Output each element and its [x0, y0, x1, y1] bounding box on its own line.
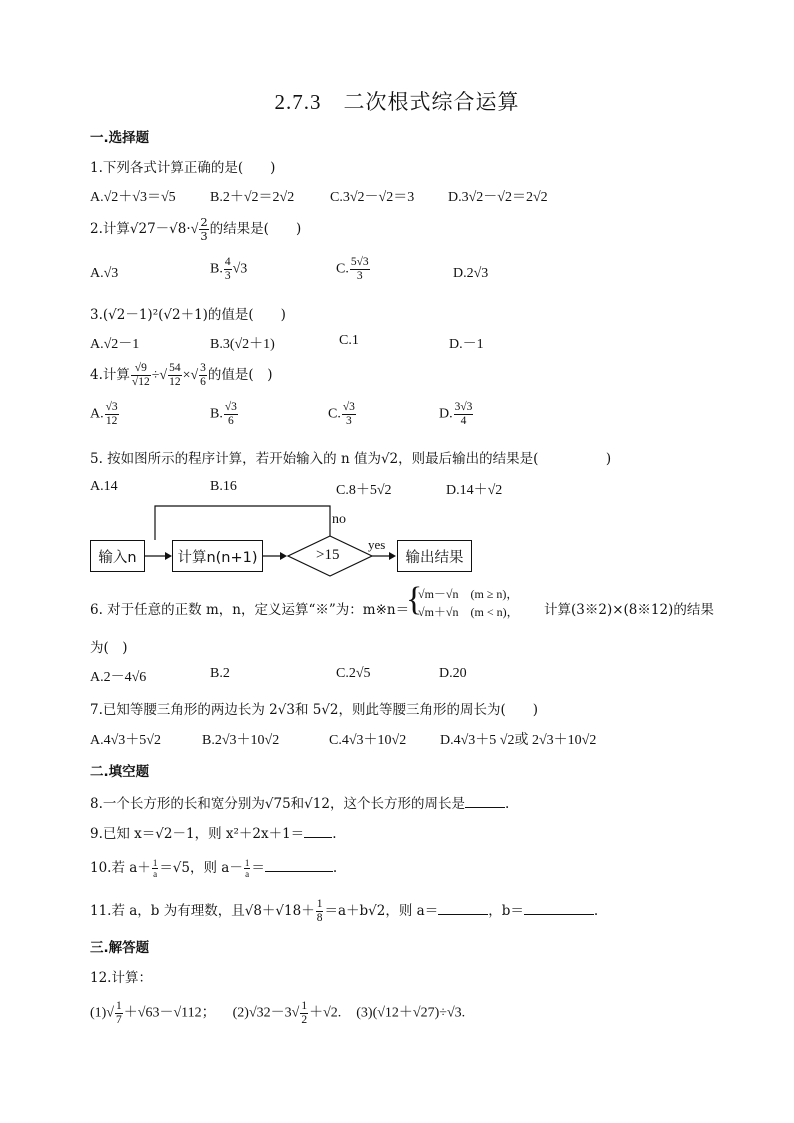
- section-heading-fill: 二.填空题: [90, 764, 150, 780]
- flowchart-input-box: [90, 540, 145, 572]
- question-3-option-b: B.3(√2＋1): [210, 337, 275, 352]
- fraction-numerator: 1: [152, 858, 158, 868]
- fraction-numerator: √9: [131, 362, 151, 376]
- answer-blank-a[interactable]: [438, 912, 488, 915]
- question-2-stem: 2.计算√27－√8·√ $\frac{2}{3}$ 的结果是( ): [90, 215, 302, 243]
- question-5-option-a: A.14: [90, 479, 118, 494]
- piecewise-case-2: √m＋√n (m < n)，: [418, 605, 519, 619]
- fraction-numerator: 3√3: [454, 401, 473, 413]
- question-6-stem-text: 6. 对于任意的正数 m，n，定义运算“※”为：m※n＝: [90, 602, 410, 618]
- question-7-option-c: C.4√3＋10√2: [329, 733, 407, 748]
- fraction-denominator: 7: [116, 1014, 122, 1026]
- question-10-fraction-1: [152, 858, 159, 879]
- fraction-numerator: 4: [224, 256, 231, 268]
- question-9-stem: [90, 822, 336, 842]
- flowchart-condition-label: >15: [316, 547, 340, 563]
- fraction-denominator: 3: [224, 270, 231, 282]
- fraction-denominator: a: [153, 869, 158, 879]
- question-9-text: 9.已知 x＝√2－1，则 x²＋2x＋1＝: [90, 826, 305, 842]
- question-6-stem-line2: 为( ): [90, 640, 128, 656]
- question-2-stem-text: 2.计算√27－√8·: [90, 221, 191, 237]
- answer-blank-b[interactable]: [524, 912, 594, 915]
- flowchart-arrowhead-2: [280, 552, 287, 560]
- left-brace-icon: {: [406, 581, 423, 618]
- flowchart-arrowhead-3: [389, 552, 396, 560]
- answer-blank[interactable]: [465, 805, 505, 808]
- fraction-denominator: 12: [169, 376, 181, 388]
- section-heading-choice: 一.选择题: [90, 130, 150, 146]
- fraction-denominator: 3: [346, 415, 352, 427]
- question-12-parts: (1)√ $\frac{1}{7}$ ＋√63－√112； (2)√32－3√ $\frac{1}{2}$ ＋√2. (3)(√12＋√27)÷√3.: [90, 1000, 466, 1026]
- question-3-option-c: C.1: [339, 333, 359, 348]
- part-1-fraction: [115, 1000, 123, 1027]
- question-11-mid2: ，b＝: [488, 903, 524, 919]
- question-10-end: .: [332, 860, 338, 876]
- flowchart-loop-line: [155, 506, 330, 540]
- question-4-stem: 4.计算 $\frac{√9}{√12}$ ÷√ $\frac{54}{12}$ ×√ $\frac{3}{6}$ 的值是( ): [90, 362, 273, 388]
- option-fraction: [224, 401, 238, 428]
- question-10-fraction-2: [244, 858, 251, 879]
- flowchart-yes-label: yes: [368, 537, 386, 552]
- question-4-fraction-1: [131, 362, 151, 389]
- question-4-option-b: [210, 401, 239, 428]
- question-10-mid: ＝√5，则 a－: [159, 860, 243, 876]
- option-label: C.: [336, 261, 349, 277]
- answer-blank[interactable]: [304, 835, 332, 838]
- fraction-denominator: 3: [356, 270, 363, 282]
- fraction-denominator: 8: [316, 912, 323, 924]
- question-10-equals: ＝: [251, 860, 265, 876]
- question-1-option-a: A.√2＋√3＝√5: [90, 190, 176, 205]
- question-11-text: 11.若 a，b 为有理数，且√8＋√18＋: [90, 903, 315, 919]
- question-4-stem-end: 的值是( ): [207, 367, 273, 383]
- option-fraction: [342, 401, 356, 428]
- option-label: B.: [210, 406, 223, 422]
- fraction-numerator: 1: [316, 898, 323, 910]
- fraction-numerator: 54: [169, 362, 181, 374]
- question-2-option-a: A.√3: [90, 266, 119, 281]
- question-8-stem: [90, 792, 509, 812]
- fraction-numerator: 1: [301, 1000, 308, 1012]
- part-3: (3)(√12＋√27)÷√3.: [356, 1005, 466, 1021]
- question-7-stem: 7.已知等腰三角形的两边长为 2√3和 5√2，则此等腰三角形的周长为( ): [90, 702, 539, 718]
- flowchart-output-label: 输出结果: [405, 549, 464, 566]
- part-2-tail: ＋√2.: [309, 1005, 342, 1021]
- question-6-option-d: D.20: [439, 666, 467, 681]
- question-6-stem: [90, 598, 409, 618]
- question-11-fraction: [316, 898, 324, 925]
- fraction-denominator: 6: [228, 415, 234, 427]
- fraction-denominator: 4: [460, 415, 467, 427]
- question-2-option-b: [210, 256, 247, 283]
- question-12-stem: 12.计算：: [90, 970, 152, 986]
- fraction-denominator: 2: [301, 1014, 308, 1026]
- question-5-stem: 5. 按如图所示的程序计算，若开始输入的 n 值为√2，则最后输出的结果是( ): [90, 451, 612, 467]
- question-2-option-c: [336, 256, 371, 283]
- question-5-option-c: C.8＋5√2: [336, 483, 392, 498]
- fraction-denominator: 3: [200, 229, 208, 243]
- question-2-option-d: D.2√3: [453, 266, 489, 281]
- question-4-fraction-2: [168, 362, 182, 389]
- question-1-option-d: D.3√2－√2＝2√2: [448, 190, 548, 205]
- question-3-option-a: A.√2－1: [90, 337, 140, 352]
- fraction-numerator: 5√3: [350, 256, 369, 268]
- question-3-stem: 3.(√2－1)²(√2＋1)的值是( ): [90, 307, 286, 323]
- section-heading-solve: 三.解答题: [90, 940, 150, 956]
- flowchart-compute-label: 计算n(n+1): [177, 549, 258, 566]
- question-11-mid: ＝a＋b√2，则 a＝: [324, 903, 439, 919]
- question-8-text: 8.一个长方形的长和宽分别为√75和√12，这个长方形的周长是: [90, 796, 465, 812]
- fraction-denominator: 6: [200, 376, 206, 388]
- question-7-option-d: D.4√3＋5 √2或 2√3＋10√2: [440, 733, 597, 748]
- question-10-text: 10.若 a＋: [90, 860, 151, 876]
- part-2-label: (2)√32－3: [232, 1005, 292, 1021]
- page-title: 2.7.3 二次根式综合运算: [274, 90, 520, 114]
- option-label: A.: [90, 406, 104, 422]
- fraction-denominator: √12: [131, 376, 150, 388]
- fraction-numerator: √3: [342, 401, 355, 413]
- question-8-end: .: [504, 796, 510, 812]
- fraction-numerator: 2: [200, 215, 208, 229]
- question-4-option-c: [328, 401, 357, 428]
- question-6-option-b: B.2: [210, 666, 230, 681]
- flowchart-arrowhead-1: [165, 552, 172, 560]
- fraction-numerator: √3: [224, 401, 237, 413]
- part-1-label: (1): [90, 1005, 107, 1021]
- question-6-option-a: A.2－4√6: [90, 670, 147, 685]
- question-4-fraction-3: [199, 362, 207, 389]
- question-4-option-d: [439, 401, 474, 428]
- option-fraction: [224, 256, 232, 283]
- question-2-stem-fraction: [199, 216, 208, 243]
- question-4-option-a: [90, 401, 120, 428]
- fraction-numerator: √3: [105, 401, 118, 413]
- question-6-stem-tail: 计算(3※2)×(8※12)的结果: [544, 602, 714, 618]
- fraction-numerator: 1: [116, 1000, 122, 1012]
- option-tail: √3: [232, 261, 248, 277]
- option-fraction: [105, 401, 119, 428]
- question-1-option-c: C.3√2－√2＝3: [330, 190, 415, 205]
- part-1-tail: ＋√63－√112；: [123, 1005, 216, 1021]
- question-7-option-b: B.2√3＋10√2: [202, 733, 280, 748]
- option-fraction: [350, 256, 370, 283]
- question-4-stem-text: 4.计算: [90, 367, 130, 383]
- flowchart-output-box: [397, 540, 472, 572]
- question-2-stem-end: 的结果是( ): [209, 221, 302, 237]
- fraction-numerator: 3: [200, 362, 206, 374]
- fraction-denominator: 12: [105, 415, 118, 427]
- question-7-option-a: A.4√3＋5√2: [90, 733, 161, 748]
- question-11-end: .: [593, 903, 599, 919]
- question-9-end: .: [332, 826, 337, 842]
- fraction-denominator: a: [245, 869, 250, 879]
- question-3-option-d: D.－1: [449, 337, 484, 352]
- part-2-fraction: [300, 1000, 308, 1027]
- flowchart-no-label: no: [332, 512, 346, 527]
- question-6-option-c: C.2√5: [336, 666, 371, 681]
- question-1-option-b: B.2＋√2＝2√2: [210, 190, 295, 205]
- operator: ÷: [151, 368, 160, 383]
- option-label: B.: [210, 261, 223, 277]
- flowchart-input-label: 输入n: [98, 549, 137, 566]
- question-1-stem: 1.下列各式计算正确的是( ): [90, 160, 276, 176]
- piecewise-case-1: √m－√n (m ≥ n)，: [418, 587, 519, 601]
- option-label: D.: [439, 406, 453, 422]
- option-fraction: [454, 401, 474, 428]
- question-10-stem: [90, 856, 337, 879]
- flowchart-compute-box: [172, 540, 263, 572]
- question-11-stem: [90, 898, 598, 925]
- option-label: C.: [328, 406, 341, 422]
- fraction-numerator: 1: [244, 858, 250, 868]
- operator: ×: [182, 368, 191, 383]
- question-5-option-b: B.16: [210, 479, 237, 494]
- answer-blank[interactable]: [265, 869, 333, 872]
- question-5-option-d: D.14＋√2: [446, 483, 503, 498]
